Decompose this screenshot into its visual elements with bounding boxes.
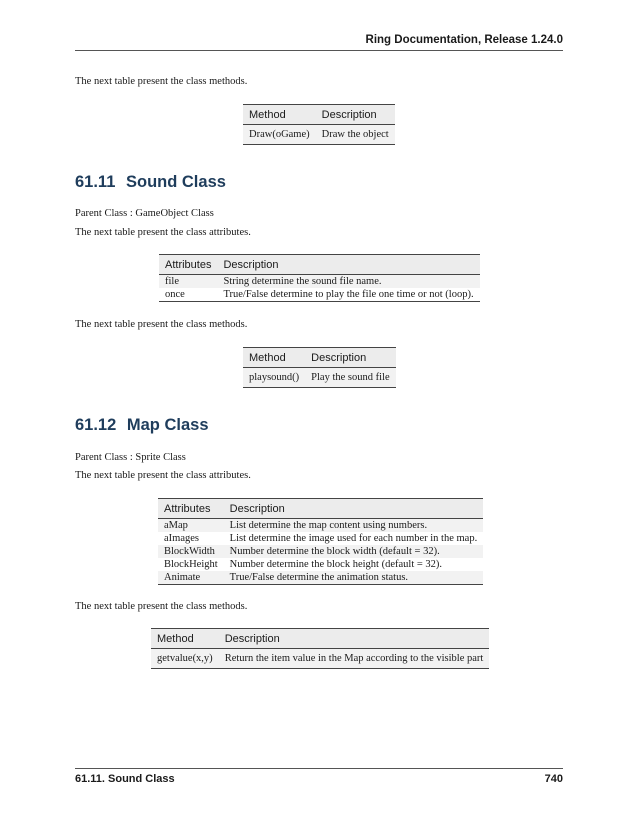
table-cell: getvalue(x,y) — [151, 649, 219, 669]
table-cell: BlockWidth — [158, 545, 224, 558]
table-cell: List determine the image used for each number in the map. — [224, 532, 484, 545]
column-header: Description — [316, 105, 395, 125]
table-cell: Draw(oGame) — [243, 125, 316, 145]
table-cell: Draw the object — [316, 125, 395, 145]
table-row — [158, 571, 483, 585]
table-row — [158, 558, 483, 571]
header-divider — [75, 50, 563, 51]
section-title: Sound Class — [125, 173, 226, 191]
table-cell: True/False determine to play the file one time or not (loop). — [217, 288, 479, 302]
section-heading-map-class — [75, 416, 209, 435]
table-row — [158, 532, 483, 545]
table-row — [151, 649, 489, 669]
map-methods-intro: The next table present the class methods. — [75, 601, 248, 612]
table-cell: aMap — [158, 519, 224, 533]
table-sound-attributes — [159, 254, 480, 302]
table-cell: String determine the sound file name. — [217, 275, 479, 289]
table-cell: once — [159, 288, 217, 302]
table-cell: True/False determine the animation status. — [224, 571, 484, 585]
section-heading-sound-class — [75, 173, 226, 192]
table-row — [243, 368, 396, 388]
page-header: Ring Documentation, Release 1.24.0 — [365, 34, 563, 46]
section-title: Map Class — [126, 416, 209, 434]
table-cell: BlockHeight — [158, 558, 224, 571]
sound-methods-intro: The next table present the class methods. — [75, 319, 248, 330]
table-cell: Animate — [158, 571, 224, 585]
table-row — [158, 519, 483, 533]
table-cell: Return the item value in the Map according to the visible part — [219, 649, 490, 669]
table-cell: List determine the map content using numbers. — [224, 519, 484, 533]
table-cell: Play the sound file — [305, 368, 395, 388]
table-cell: Number determine the block width (default = 32). — [224, 545, 484, 558]
section-number: 61.11 — [75, 173, 116, 191]
page-number: 740 — [544, 773, 563, 785]
intro-methods-text: The next table present the class methods. — [75, 76, 248, 87]
column-header: Method — [243, 348, 305, 368]
table-cell: aImages — [158, 532, 224, 545]
table-row — [159, 288, 480, 302]
table-game-object-methods — [243, 104, 395, 145]
column-header: Attributes — [158, 499, 224, 519]
column-header: Method — [151, 629, 219, 649]
page-footer — [75, 773, 563, 785]
footer-divider — [75, 768, 563, 769]
column-header: Description — [224, 499, 484, 519]
table-row — [158, 545, 483, 558]
sound-attributes-intro: The next table present the class attributes. — [75, 227, 251, 238]
column-header: Method — [243, 105, 316, 125]
table-row — [159, 275, 480, 289]
column-header: Description — [219, 629, 490, 649]
map-attributes-intro: The next table present the class attributes. — [75, 470, 251, 481]
section-number: 61.12 — [75, 416, 117, 434]
sound-parent-class: Parent Class : GameObject Class — [75, 208, 214, 219]
table-cell: playsound() — [243, 368, 305, 388]
column-header: Description — [305, 348, 395, 368]
column-header: Description — [217, 255, 479, 275]
table-cell: file — [159, 275, 217, 289]
footer-section-title: 61.11. Sound Class — [75, 773, 175, 785]
table-map-attributes — [158, 498, 483, 585]
map-parent-class: Parent Class : Sprite Class — [75, 452, 186, 463]
table-cell: Number determine the block height (default = 32). — [224, 558, 484, 571]
table-sound-methods — [243, 347, 396, 388]
column-header: Attributes — [159, 255, 217, 275]
table-map-methods — [151, 628, 489, 669]
table-row — [243, 125, 395, 145]
